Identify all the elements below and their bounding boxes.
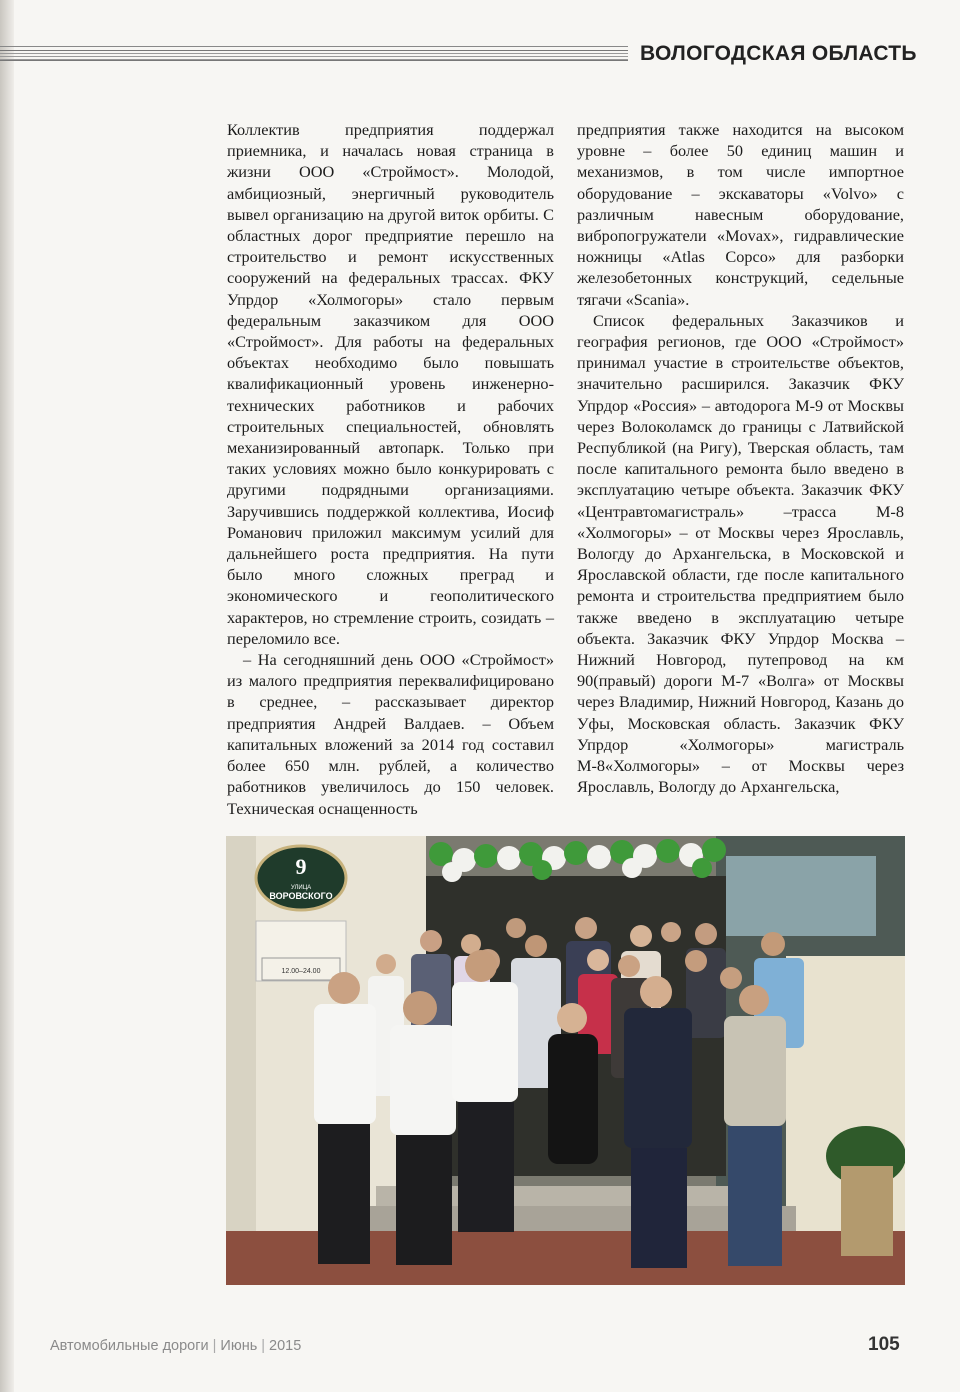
section-title: ВОЛОГОДСКАЯ ОБЛАСТЬ bbox=[640, 42, 917, 65]
footer-month: Июнь bbox=[220, 1338, 258, 1354]
article-column-right bbox=[577, 119, 904, 798]
footer-publication-info: Автомобильные дороги | Июнь | 2015 bbox=[50, 1338, 302, 1354]
footer-magazine-name: Автомобильные дороги bbox=[50, 1338, 209, 1354]
article-column-left bbox=[227, 119, 554, 819]
street-sign-street-name: ВОРОВСКОГО bbox=[269, 891, 333, 901]
header-rule bbox=[0, 50, 628, 61]
hours-plate: 12.00–24.00 bbox=[281, 968, 321, 975]
header-rule-top bbox=[0, 46, 628, 47]
street-sign-number: 9 bbox=[295, 854, 307, 879]
article-paragraph: Список федеральных Заказчиков и география регионов, где ООО «Строймост» принимал участие в строительстве объектов, значительно расширился. Заказчик ФКУ Упрдор «Россия» – автодорога М-9 от Москвы через Волоколамск до границы с Латвийской Республикой (на Ригу), Тверская область, там после капитального ремонта было введено в эксплуатацию четыре объекта. Заказчик ФКУ «Центравтомагистраль» –трасса М-8 «Холмогоры» – от Москвы через Ярославль, Вологду до Архангельска, в Московской и Ярославской области, где после капитального ремонта и строительства предприятием было также введено в эксплуатацию четыре объекта. Заказчик ФКУ Упрдор Москва – Нижний Новгород, путепровод на км 90(правый) дороги М-7 «Волга» от Москвы через Владимир, Нижний Новгород, Казань до Уфы, Московская область. Заказчик ФКУ Упрдор «Холмогоры» магистраль М-8«Холмогоры» – от Москвы через Ярославль, Вологду до Архангельска, bbox=[577, 310, 904, 797]
article-paragraph: – На сегодняшний день ООО «Строймост» из малого предприятия переквалифицировано в среднее, – рассказывает директор предприятия Андрей Валдаев. – Объем капитальных вложений за 2014 год составил более 650 млн. рублей, а количество работников увеличилось до 150 человек. Техническая оснащенность bbox=[227, 650, 554, 818]
group-photo bbox=[226, 836, 905, 1285]
street-sign-street-top: УЛИЦА bbox=[290, 885, 312, 891]
page-spine-shadow bbox=[0, 0, 14, 1392]
article-paragraph: предприятия также находится на высоком уровне – более 50 единиц машин и механизмов, в том числе импортное оборудование – экскаваторы «Volvo» с различным навесным оборудование, вибропогружатели «Movax», гидравлические ножницы «Atlas Copco» для разборки железобетонных конструкций, седельные тягачи «Scania». bbox=[577, 120, 904, 309]
page-number: 105 bbox=[868, 1334, 900, 1355]
article-paragraph: Коллектив предприятия поддержал приемника, и началась новая страница в жизни ООО «Строймост». Молодой, амбициозный, энергичный руководитель вывел организацию на другой виток орбиты. С областных дорог предприятие перешло на строительство и ремонт искусственных сооружений на федеральных трассах. ФКУ Упрдор «Холмогоры» стало первым федеральным заказчиком для ООО «Строймост». Для работы на федеральных объектах необходимо было повышать квалификационный уровень инженерно-технических работников и рабочих строительных специальностей, обновлять механизированный автопарк. Только при таких условиях можно было конкурировать с другими подрядными организациями. Заручившись поддержкой коллектива, Иосиф Романович приложил максимум усилий для дальнейшего роста предприятия. На пути было много сложных преград и экономического и геополитического характеров, но стремление строить, созидать – переломило все. bbox=[227, 120, 554, 648]
footer-year: 2015 bbox=[269, 1338, 302, 1354]
